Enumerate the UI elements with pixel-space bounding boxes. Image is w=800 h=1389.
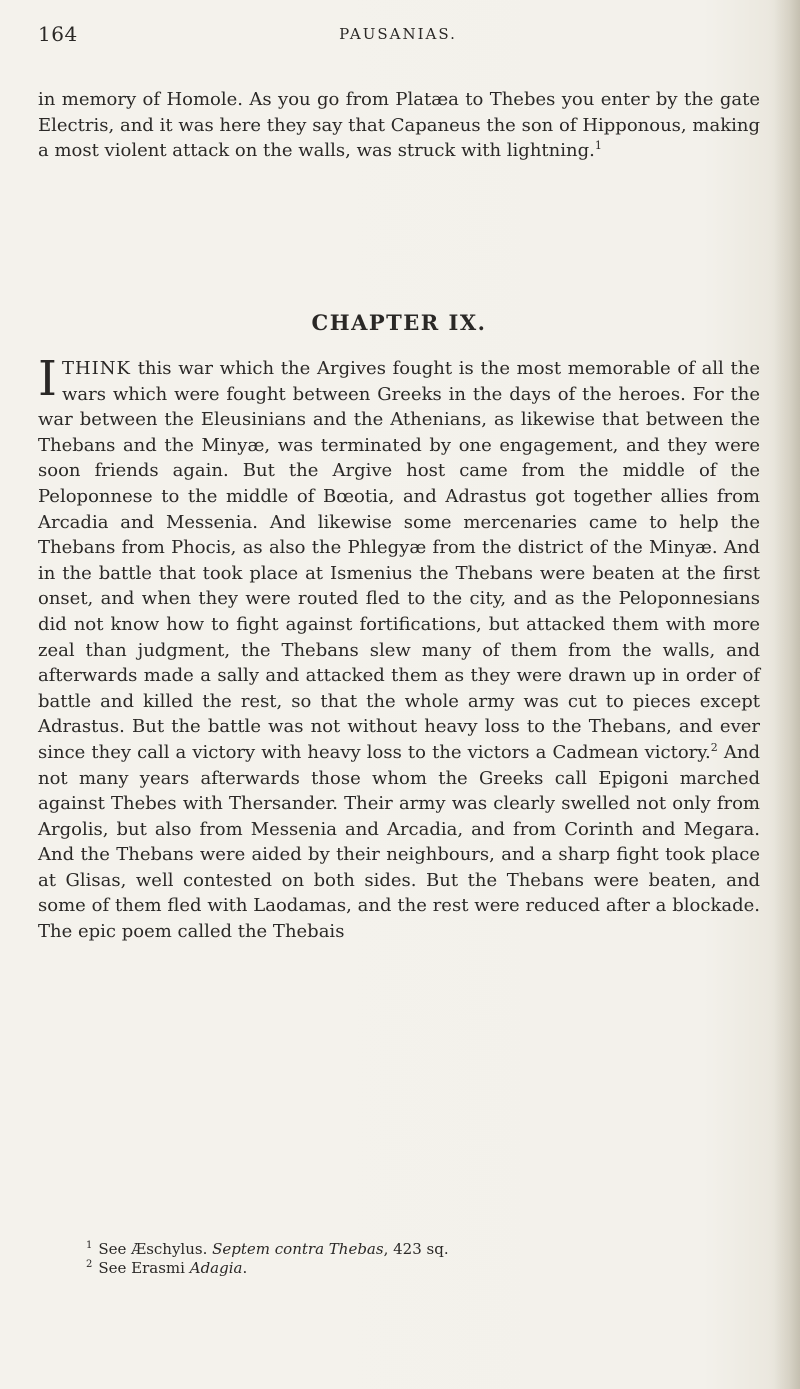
paragraph-text: in memory of Homole. As you go from Platæa to Thebes you enter by the gate Electris, and it was here they say that Capaneus the son of Hipponous, making a most violent attack on the walls, was struck with lightning. (38, 89, 760, 162)
chapter-heading: CHAPTER IX. (311, 310, 487, 335)
footnote-text-end: , 423 sq. (383, 1240, 449, 1258)
footnote-mark: 2 (86, 1259, 93, 1270)
drop-cap: I (38, 351, 57, 407)
page-number: 164 (38, 22, 78, 46)
footnote-text-end: . (242, 1259, 248, 1277)
page-header (38, 22, 758, 52)
page-edge-shadow (774, 0, 800, 1389)
opening-words: THINK (61, 358, 131, 379)
footnote-work-title: Septem contra Thebas (212, 1240, 384, 1258)
chapter-paragraph (38, 351, 760, 945)
footnote-ref-2: 2 (710, 740, 718, 754)
footnote-1 (86, 1240, 746, 1259)
paragraph-text-part-2: And not many years afterwards those whom the Greeks call Epigoni marched against Thebes with Thersander. Their army was clearly swelled not only from Argolis, but also from Messenia and Arcadia, and from Corinth and Megara. And the Thebans were aided by their neighbours, and a sharp fight took place at Glisas, well contested on both sides. But the Thebans were beaten, and some of them fled with Laodamas, and the rest were reduced after a blockade. The epic poem called the Thebais (38, 741, 760, 943)
footnote-text: See Erasmi (98, 1259, 190, 1277)
footnote-ref-1: 1 (594, 139, 602, 153)
footnote-work-title: Adagia (189, 1259, 243, 1277)
paragraph-continued (38, 87, 760, 164)
footnote-mark: 1 (86, 1240, 93, 1251)
paragraph-text-part-1: this war which the Argives fought is the most memorable of all the wars which were fought between Greeks in the days of the heroes. For the war between the Eleusinians and the Athenians, as likewise that between the Thebans and the Minyæ, was terminated by one engagement, and they were soon friends again. But the Argive host came from the middle of the Peloponnese to the middle of Bœotia, and Adrastus got together allies from Arcadia and Messenia. And likewise some mercenaries came to help the Thebans from Phocis, as also the Phlegyæ from the district of the Minyæ. And in the battle that took place at Ismenius the Thebans were beaten at the first onset, and when they were routed fled to the city, and as the Peloponnesians did not know how to fight against fortifications, but attacked them with more zeal than judgment, the Thebans slew many of them from the walls, and afterwards made a sally and attacked them as they were drawn up in order of battle and killed the rest, so that the whole army was cut to pieces except Adrastus. But the battle was not without heavy loss to the Thebans, and ever since they call a victory with heavy loss to the victors a Cadmean victory. (38, 358, 760, 763)
running-head: PAUSANIAS. (339, 25, 457, 43)
footnotes (86, 1240, 746, 1278)
footnote-2 (86, 1259, 746, 1278)
footnote-text: See Æschylus. (98, 1240, 213, 1258)
